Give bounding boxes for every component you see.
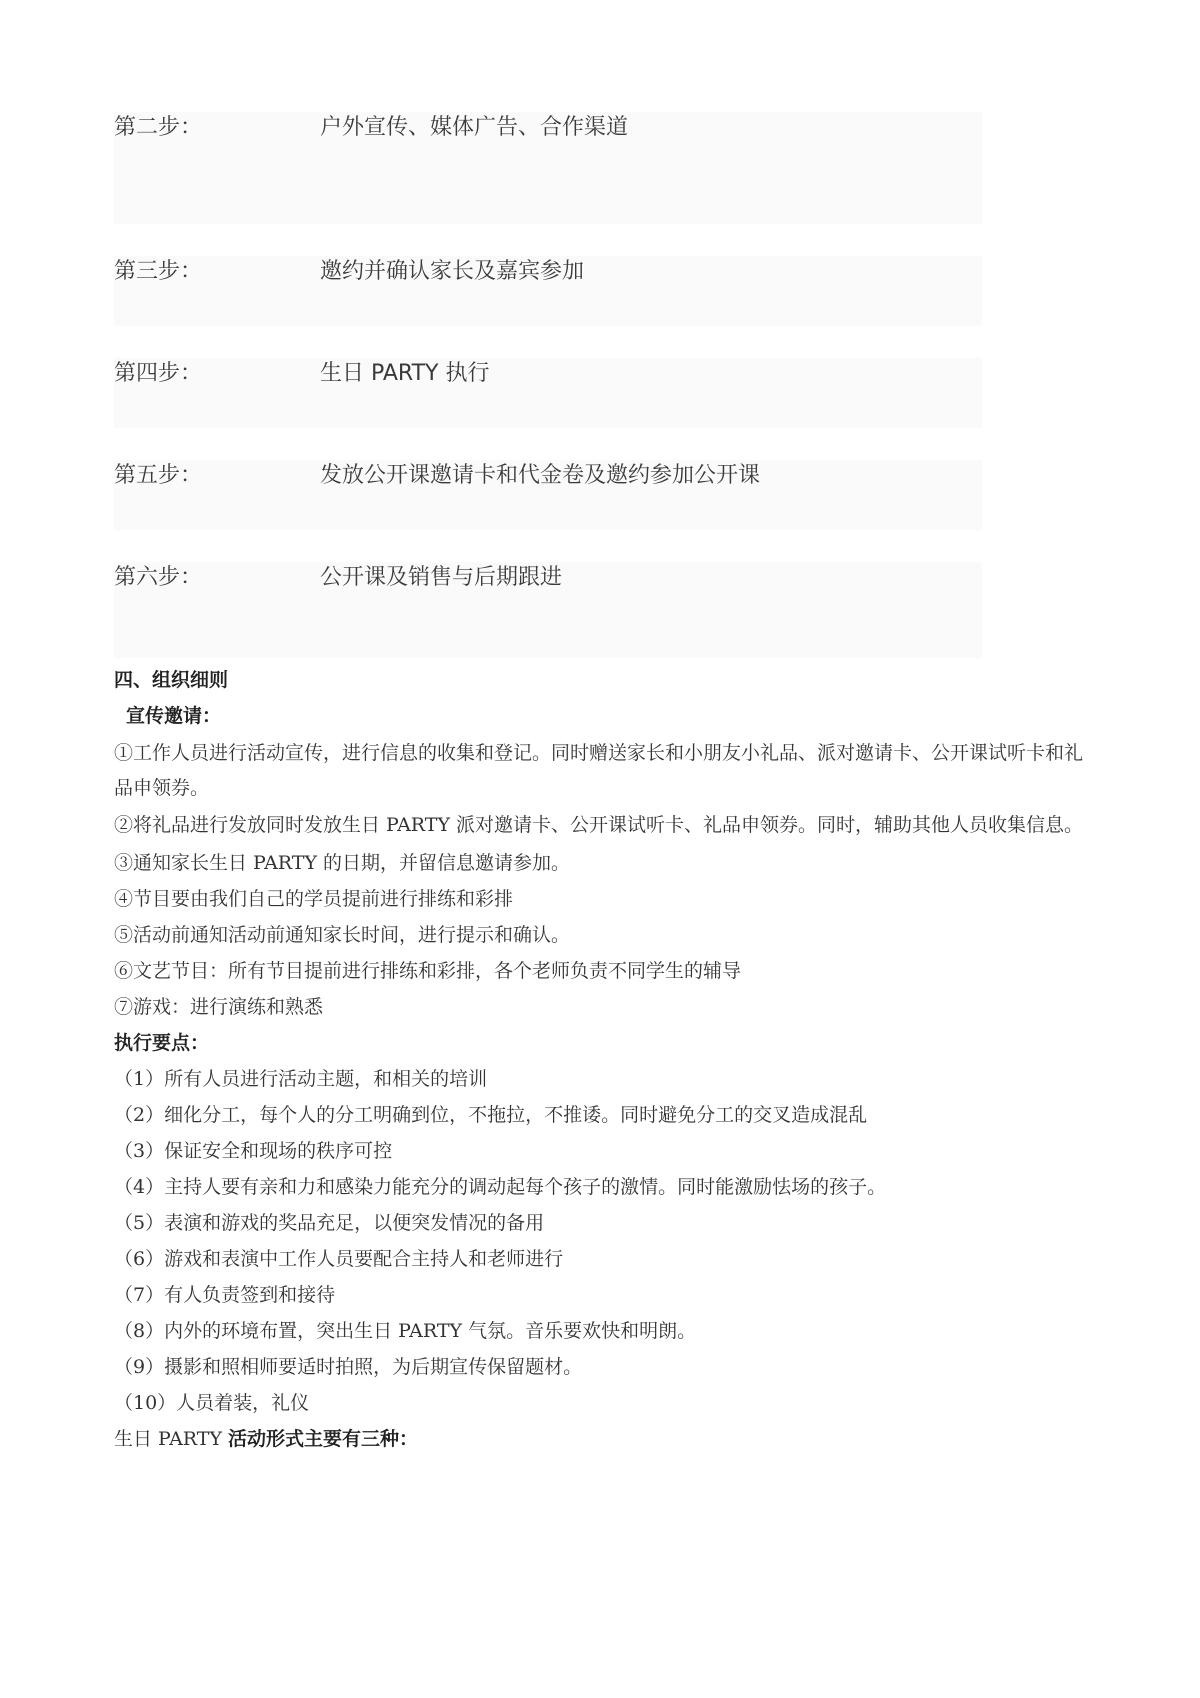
execution-heading: 执行要点： [114, 1032, 210, 1054]
step-row [114, 460, 982, 530]
list-item: （9）摄影和照相师要适时拍照，为后期宣传保留题材。 [114, 1356, 583, 1378]
step-label: 第六步： [114, 565, 203, 590]
final-bold-text: 活动形式主要有三种： [228, 1428, 419, 1450]
list-item: ③通知家长生日 PARTY 的日期，并留信息邀请参加。 [114, 852, 571, 874]
step-label: 第五步： [114, 463, 203, 488]
step-text: 公开课及销售与后期跟进 [320, 565, 563, 590]
section-heading: 四、组织细则 [114, 669, 229, 691]
list-item: ⑤活动前通知活动前通知家长时间，进行提示和确认。 [114, 924, 571, 946]
step-row [114, 358, 982, 428]
organization-details-section [114, 662, 1090, 1457]
step-text: 生日 PARTY 执行 [320, 361, 490, 386]
list-item: （3）保证安全和现场的秩序可控 [114, 1140, 393, 1162]
step-text: 户外宣传、媒体广告、合作渠道 [320, 115, 629, 140]
final-prefix: 生日 PARTY [114, 1428, 229, 1450]
step-text: 发放公开课邀请卡和代金卷及邀约参加公开课 [320, 463, 761, 488]
publicity-heading: 宣传邀请： [126, 705, 222, 727]
list-item: （2）细化分工，每个人的分工明确到位，不拖拉，不推诿。同时避免分工的交叉造成混乱 [114, 1104, 868, 1126]
step-label: 第二步： [114, 115, 203, 140]
list-item: （7）有人负责签到和接待 [114, 1284, 336, 1306]
step-row [114, 256, 982, 326]
step-label: 第四步： [114, 361, 203, 386]
list-item: ②将礼品进行发放同时发放生日 PARTY 派对邀请卡、公开课试听卡、礼品申领券。同时，辅助其他人员收集信息。 [114, 814, 1084, 836]
list-item: ⑥文艺节目：所有节目提前进行排练和彩排，各个老师负责不同学生的辅导 [114, 960, 742, 982]
list-item: （5）表演和游戏的奖品充足，以便突发情况的备用 [114, 1212, 545, 1234]
list-item: （1）所有人员进行活动主题，和相关的培训 [114, 1068, 488, 1090]
step-row [114, 562, 982, 658]
final-line [114, 1421, 1090, 1457]
step-label: 第三步： [114, 259, 203, 284]
step-text: 邀约并确认家长及嘉宾参加 [320, 259, 585, 284]
list-item: ④节目要由我们自己的学员提前进行排练和彩排 [114, 888, 514, 910]
list-item: ⑦游戏：进行演练和熟悉 [114, 996, 324, 1018]
list-item: （4）主持人要有亲和力和感染力能充分的调动起每个孩子的激情。同时能激励怯场的孩子。 [114, 1176, 887, 1198]
list-item: ①工作人员进行活动宣传，进行信息的收集和登记。同时赠送家长和小朋友小礼品、派对邀请卡、公开课试听卡和礼品申领券。 [114, 742, 1084, 799]
list-item: （10）人员着装，礼仪 [114, 1392, 310, 1414]
list-item: （8）内外的环境布置，突出生日 PARTY 气氛。音乐要欢快和明朗。 [114, 1320, 697, 1342]
step-row [114, 112, 982, 224]
list-item: （6）游戏和表演中工作人员要配合主持人和老师进行 [114, 1248, 564, 1270]
